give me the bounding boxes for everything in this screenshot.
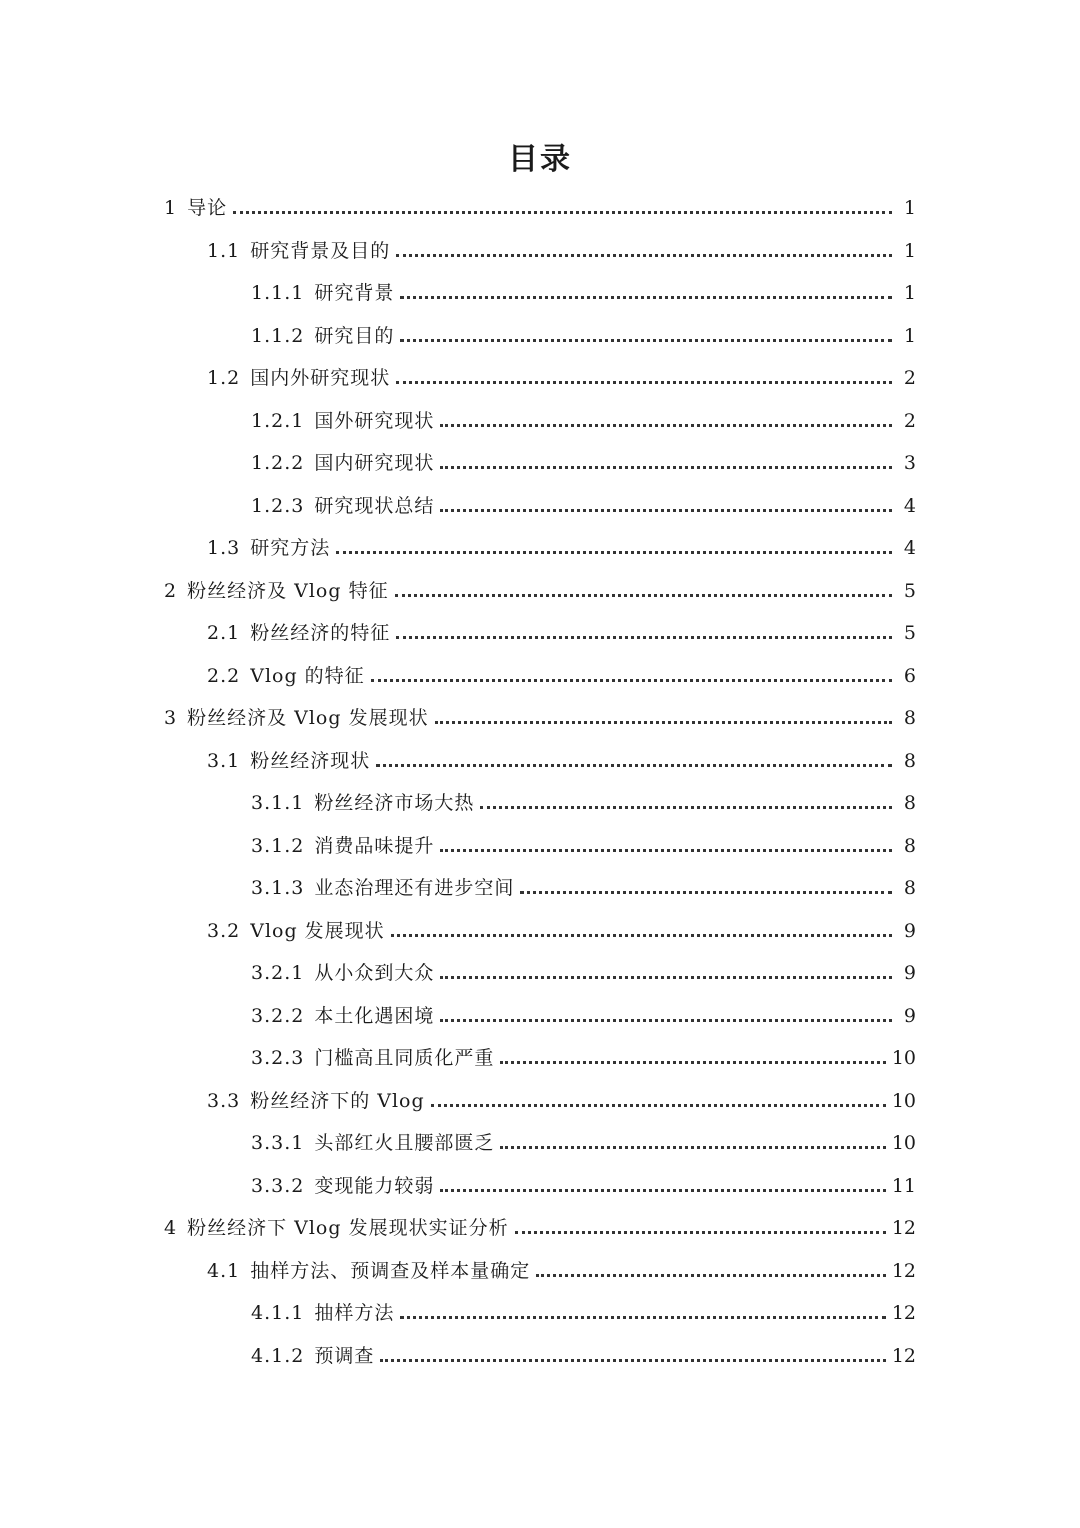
toc-dot-leader <box>431 1104 886 1107</box>
toc-dot-leader <box>391 934 892 937</box>
toc-entry-title: 研究方法 <box>250 537 331 559</box>
toc-entry-title: 粉丝经济市场大热 <box>314 792 475 814</box>
toc-entry-number: 4.1.1 <box>251 1302 305 1324</box>
toc-dot-leader <box>336 551 892 554</box>
toc-entry-page: 4 <box>903 494 916 517</box>
toc-dot-leader <box>380 1359 885 1362</box>
toc-dot-leader <box>400 1316 885 1319</box>
toc-entry-number: 1 <box>164 197 178 219</box>
toc-entry[interactable] <box>207 613 916 647</box>
toc-entry-page: 8 <box>903 834 916 857</box>
toc-entry-page: 1 <box>903 239 916 262</box>
toc-dot-leader <box>395 594 892 597</box>
toc-entry[interactable] <box>251 996 916 1030</box>
toc-entry-number: 3.1.2 <box>251 834 305 857</box>
toc-entry-number: 4.1 <box>207 1259 241 1282</box>
toc-dot-leader <box>520 891 892 894</box>
toc-dot-leader <box>440 849 892 852</box>
toc-entry-number: 3.1 <box>207 749 241 772</box>
toc-entry-page: 12 <box>891 1344 916 1367</box>
toc-entry-title: 研究背景及目的 <box>250 239 391 262</box>
toc-entry-title: 粉丝经济的特征 <box>250 622 391 644</box>
toc-entry-page: 5 <box>903 579 916 602</box>
toc-entry-page: 2 <box>903 409 916 432</box>
toc-dot-leader <box>400 339 892 342</box>
toc-entry-title: 导论 <box>187 197 228 219</box>
toc-entry-page: 11 <box>891 1174 916 1197</box>
toc-entry-title: 粉丝经济及 Vlog 特征 <box>187 579 389 602</box>
toc-entry[interactable] <box>164 571 916 605</box>
toc-entry-title: 变现能力较弱 <box>314 1174 435 1197</box>
toc-entry[interactable] <box>207 1081 916 1115</box>
toc-entry-number: 3.3.2 <box>251 1174 305 1197</box>
toc-entry-number: 3.1.3 <box>251 877 305 899</box>
toc-entry-page: 1 <box>903 282 916 304</box>
toc-entry-number: 1.3 <box>207 537 241 559</box>
toc-entry-title: 抽样方法 <box>314 1302 395 1324</box>
toc-dot-leader <box>396 381 892 384</box>
toc-entry-title: 本土化遇困境 <box>314 1004 435 1027</box>
toc-entry-title: 研究现状总结 <box>314 494 435 517</box>
toc-entry[interactable] <box>207 741 916 775</box>
toc-entry-number: 1.2.1 <box>251 409 305 432</box>
toc-entry-page: 10 <box>891 1089 916 1112</box>
toc-entry-number: 1.2 <box>207 367 241 389</box>
toc-entry[interactable] <box>251 486 916 520</box>
toc-entry-page: 12 <box>891 1302 916 1324</box>
toc-entry[interactable] <box>164 698 916 732</box>
toc-entry-title: 消费品味提升 <box>314 834 435 857</box>
page-title: 目录 <box>508 142 572 177</box>
toc-entry-page: 12 <box>891 1259 916 1282</box>
toc-dot-leader <box>396 254 892 257</box>
toc-entry-number: 3.3.1 <box>251 1132 305 1154</box>
toc-entry-title: 国内研究现状 <box>314 452 435 474</box>
toc-entry[interactable] <box>251 443 916 477</box>
toc-entry-number: 1.1.2 <box>251 324 305 347</box>
toc-dot-leader <box>396 636 892 639</box>
toc-entry[interactable] <box>207 358 916 392</box>
toc-entry[interactable] <box>251 1336 916 1370</box>
toc-entry-title: 从小众到大众 <box>314 962 435 984</box>
toc-dot-leader <box>435 721 892 724</box>
toc-entry-title: Vlog 的特征 <box>250 664 365 687</box>
toc-entry-title: 粉丝经济下的 Vlog <box>250 1089 425 1112</box>
toc-entry-page: 1 <box>903 324 916 347</box>
toc-entry-title: 粉丝经济及 Vlog 发展现状 <box>187 707 429 729</box>
toc-dot-leader <box>440 466 892 469</box>
toc-entry-title: 头部红火且腰部匮乏 <box>314 1132 495 1154</box>
toc-entry[interactable] <box>251 953 916 987</box>
toc-entry-title: 门槛高且同质化严重 <box>314 1047 495 1069</box>
toc-entry-number: 3.2.1 <box>251 962 305 984</box>
toc-dot-leader <box>515 1231 886 1234</box>
toc-entry[interactable] <box>251 273 916 307</box>
toc-entry[interactable] <box>207 231 916 265</box>
toc-dot-leader <box>440 424 892 427</box>
toc-entry[interactable] <box>207 656 916 690</box>
toc-entry-page: 8 <box>903 707 916 729</box>
toc-entry-page: 9 <box>903 919 916 942</box>
toc-entry-number: 3.3 <box>207 1089 241 1112</box>
toc-entry-number: 3 <box>164 707 178 729</box>
toc-entry-page: 12 <box>891 1217 916 1239</box>
toc-entry-page: 1 <box>903 197 916 219</box>
toc-entry-page: 6 <box>903 664 916 687</box>
toc-entry-number: 4 <box>164 1217 178 1239</box>
toc-entry-title: 研究目的 <box>314 324 395 347</box>
toc-dot-leader <box>400 296 892 299</box>
toc-entry[interactable] <box>251 1038 916 1072</box>
toc-entry-number: 2 <box>164 579 178 602</box>
toc-dot-leader <box>440 1189 885 1192</box>
toc-entry-number: 3.1.1 <box>251 792 305 814</box>
toc-entry-title: 预调查 <box>314 1344 375 1367</box>
toc-entry[interactable] <box>207 911 916 945</box>
toc-entry-number: 1.2.3 <box>251 494 305 517</box>
toc-entry-page: 8 <box>903 749 916 772</box>
toc-entry-page: 3 <box>903 452 916 474</box>
toc-entry[interactable] <box>251 826 916 860</box>
toc-entry-number: 3.2.2 <box>251 1004 305 1027</box>
toc-entry-page: 2 <box>903 367 916 389</box>
toc-entry[interactable] <box>251 868 916 902</box>
toc-entry-title: 国内外研究现状 <box>250 367 391 389</box>
toc-entry[interactable] <box>207 1251 916 1285</box>
toc-entry-page: 5 <box>903 622 916 644</box>
toc-entry-title: 研究背景 <box>314 282 395 304</box>
toc-dot-leader <box>440 976 892 979</box>
toc-entry[interactable] <box>207 528 916 562</box>
toc-entry[interactable] <box>164 1208 916 1242</box>
toc-dot-leader <box>500 1061 885 1064</box>
toc-entry-number: 1.2.2 <box>251 452 305 474</box>
toc-entry[interactable] <box>164 188 916 222</box>
toc-dot-leader <box>371 679 892 682</box>
toc-entry-number: 1.1.1 <box>251 282 305 304</box>
toc-entry-number: 3.2.3 <box>251 1047 305 1069</box>
toc-entry-title: 抽样方法、预调查及样本量确定 <box>250 1259 531 1282</box>
toc-entry[interactable] <box>251 316 916 350</box>
toc-dot-leader <box>233 211 892 214</box>
toc-entry-number: 4.1.2 <box>251 1344 305 1367</box>
toc-entry-page: 4 <box>903 537 916 559</box>
toc-entry[interactable] <box>251 1123 916 1157</box>
toc-dot-leader <box>440 1019 892 1022</box>
toc-entry-number: 2.1 <box>207 622 241 644</box>
toc-entry-page: 10 <box>891 1132 916 1154</box>
toc-dot-leader <box>536 1274 886 1277</box>
toc-entry-page: 8 <box>903 792 916 814</box>
toc-entry-page: 10 <box>891 1047 916 1069</box>
toc-entry[interactable] <box>251 1166 916 1200</box>
toc-entry-number: 1.1 <box>207 239 241 262</box>
toc-entry-number: 2.2 <box>207 664 241 687</box>
toc-entry-title: Vlog 发展现状 <box>250 919 385 942</box>
toc-entry[interactable] <box>251 401 916 435</box>
toc-dot-leader <box>440 509 892 512</box>
toc-entry[interactable] <box>251 783 916 817</box>
toc-entry-number: 3.2 <box>207 919 241 942</box>
toc-dot-leader <box>500 1146 885 1149</box>
toc-entry-title: 业态治理还有进步空间 <box>314 877 515 899</box>
toc-dot-leader <box>480 806 892 809</box>
toc-entry-title: 粉丝经济下 Vlog 发展现状实证分析 <box>187 1217 509 1239</box>
toc-entry[interactable] <box>251 1293 916 1327</box>
toc-entry-page: 8 <box>903 877 916 899</box>
toc-entry-title: 国外研究现状 <box>314 409 435 432</box>
toc-entry-page: 9 <box>903 962 916 984</box>
toc-entry-title: 粉丝经济现状 <box>250 749 371 772</box>
toc-entry-page: 9 <box>903 1004 916 1027</box>
toc-dot-leader <box>376 764 892 767</box>
